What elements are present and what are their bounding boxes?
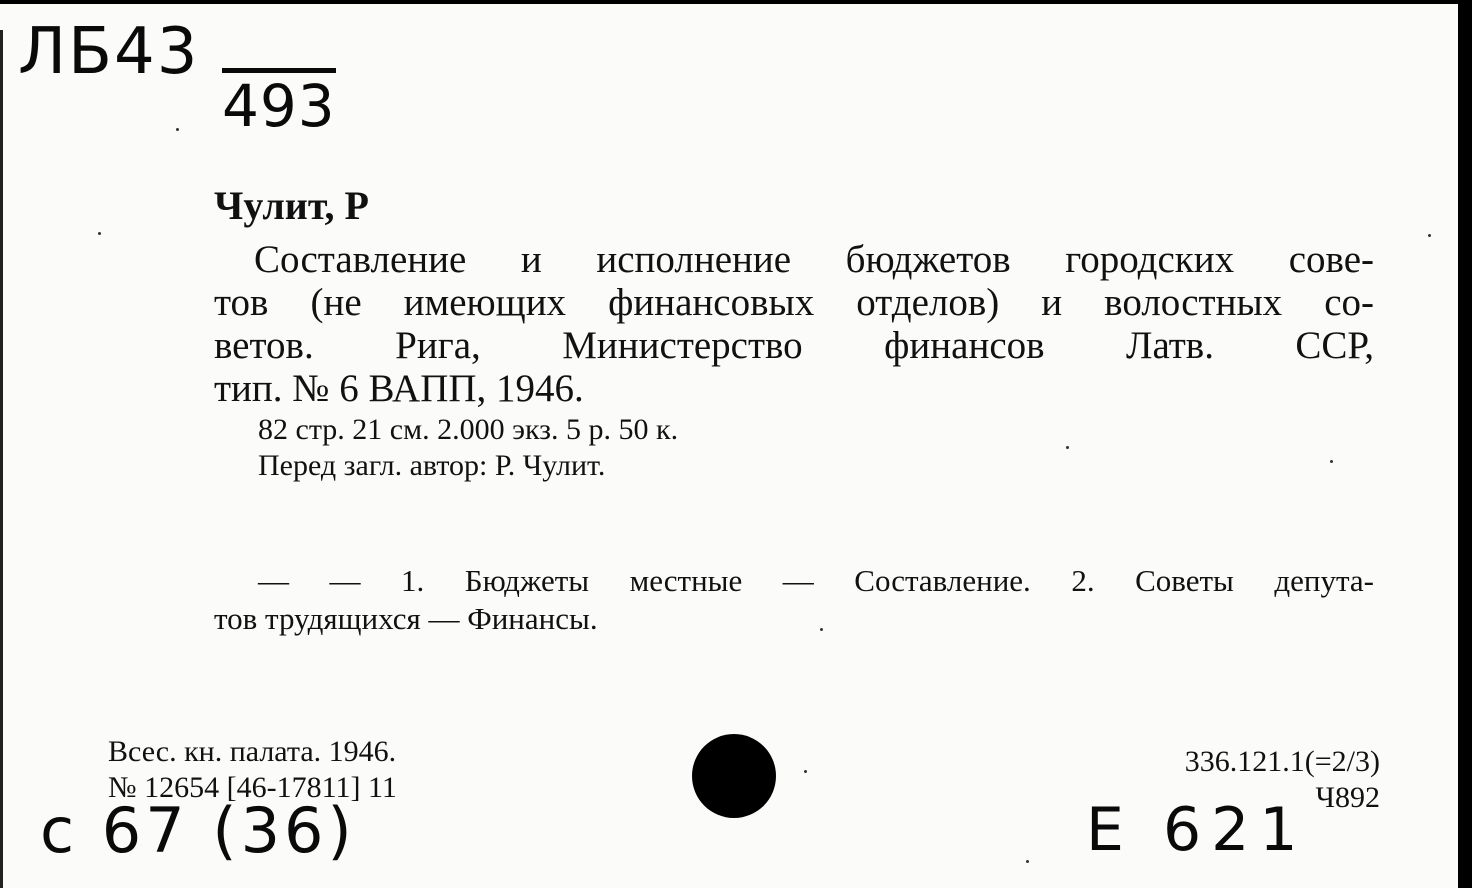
handwritten-shelfmark-sub: 493: [222, 68, 336, 135]
subject-line: — — 1. Бюджеты местные — Составление. 2. Советы депута-: [258, 563, 1374, 598]
author-mark: Ч892: [1315, 781, 1380, 814]
title-line: ветов. Рига, Министерство финансов Латв. ССР,: [214, 324, 1374, 367]
physical-description: [258, 412, 678, 484]
author-heading: Чулит, Р: [214, 183, 369, 228]
speck: [1066, 446, 1069, 449]
handwritten-shelfmark: ЛБ43: [18, 15, 200, 89]
speck: [1026, 860, 1029, 863]
title-line: Составление и исполнение бюджетов городских сове-: [254, 238, 1374, 281]
punch-hole: [692, 734, 776, 818]
speck: [804, 770, 807, 773]
card-top-edge: [0, 0, 1472, 4]
speck: [98, 232, 101, 235]
title-block: [214, 238, 1374, 410]
chamber-line: Всес. кн. палата. 1946.: [108, 735, 397, 768]
subject-headings: [214, 562, 1374, 638]
description-line: Перед загл. автор: Р. Чулит.: [258, 449, 606, 482]
description-line: 82 стр. 21 см. 2.000 экз. 5 р. 50 к.: [258, 413, 679, 446]
chamber-line: № 12654 [46-17811] 11: [108, 771, 397, 804]
card-right-edge: [1458, 0, 1472, 888]
speck: [1428, 234, 1431, 237]
speck: [1330, 460, 1333, 463]
speck: [176, 128, 179, 131]
title-line: тов (не имеющих финансовых отделов) и волостных со-: [214, 281, 1374, 324]
title-line: тип. № 6 ВАПП, 1946.: [214, 367, 584, 410]
subject-line: тов трудящихся — Финансы.: [214, 601, 598, 636]
udc-code: 336.121.1(=2/3): [1184, 745, 1380, 778]
speck: [820, 628, 823, 631]
card-left-edge: [0, 30, 3, 888]
handwritten-note-left: с 67 (36): [40, 794, 356, 867]
handwritten-note-right: Е 621: [1086, 795, 1308, 865]
